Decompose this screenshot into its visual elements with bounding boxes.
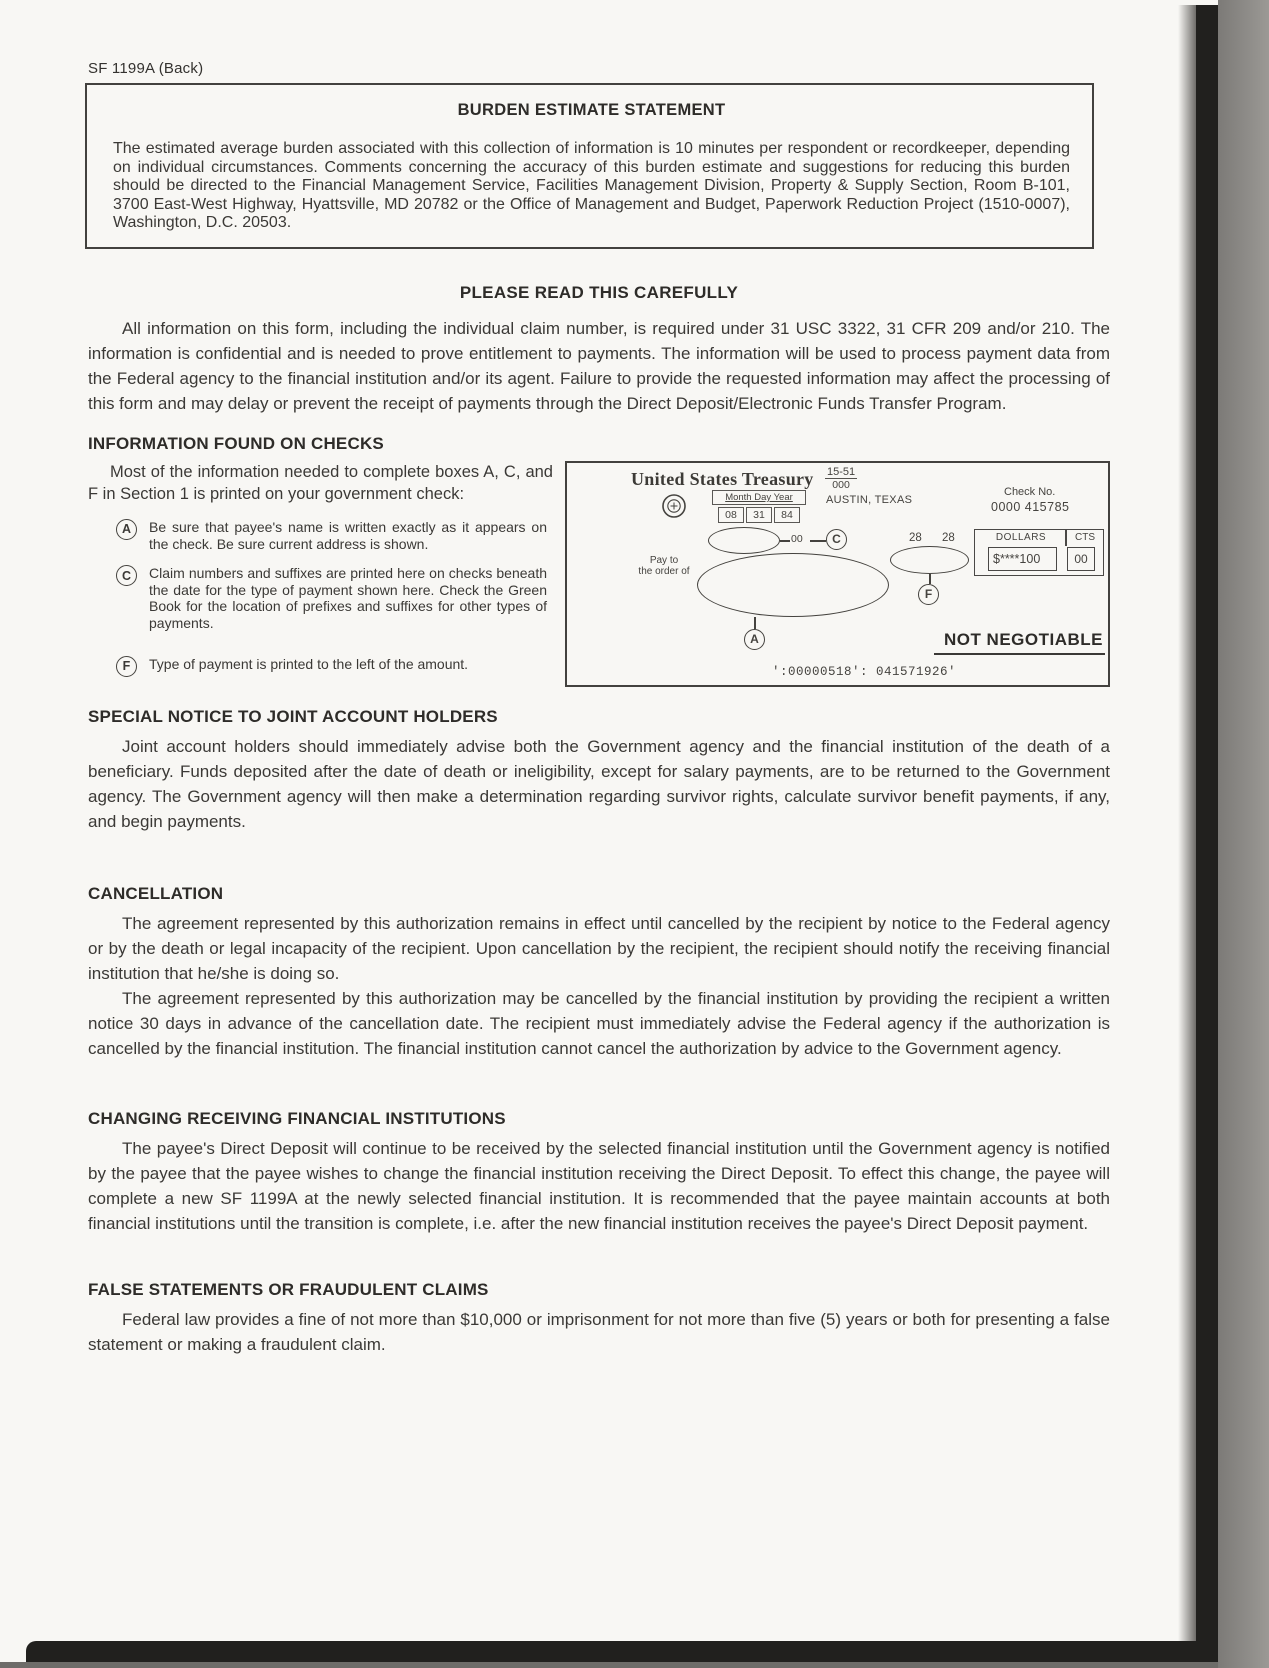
sample-check-illustration: [565, 461, 1110, 687]
read-carefully-heading: PLEASE READ THIS CAREFULLY: [459, 282, 739, 302]
check-amount-box: [974, 529, 1104, 576]
changing-institutions-paragraph: The payee's Direct Deposit will continue to be received by the selected financial institution until the Government agency is notified by the payee that the payee wishes to change the financial institution receiving the Direct Deposit. To effect this change, the payee will complete a new SF 1199A at the newly selected financial institution. It is recommended that the payee maintain accounts at both financial institutions until the transition is complete, i.e. after the new financial institution receives the payee's Direct Deposit payment.: [88, 1138, 1110, 1233]
check-item-f: [88, 656, 553, 677]
check-date-month: 08: [718, 507, 744, 523]
check-payer-name: United States Treasury: [631, 468, 814, 489]
callout-c-connector-left: [780, 540, 790, 542]
micr-line: ':00000518': 041571926': [772, 664, 957, 679]
scan-edge-bottom-dark: [26, 1641, 1218, 1662]
burden-estimate-box: [85, 83, 1094, 249]
pay-to-line2: the order of: [638, 566, 690, 578]
checks-info-heading: INFORMATION FOUND ON CHECKS: [88, 433, 384, 453]
check-item-a-text: Be sure that payee's name is written exactly as it appears on the check. Be sure current address is shown.: [149, 518, 547, 552]
scan-edge-right-outer: [1218, 0, 1269, 1668]
checks-info-left-column: [88, 461, 553, 677]
circled-letter-c: C: [116, 565, 137, 586]
callout-f-connector: [929, 574, 931, 584]
burden-estimate-title: BURDEN ESTIMATE STATEMENT: [457, 101, 726, 119]
false-claims-heading: FALSE STATEMENTS OR FRAUDULENT CLAIMS: [88, 1279, 489, 1299]
check-item-a: [88, 519, 553, 552]
joint-holders-paragraph: Joint account holders should immediately advise both the Government agency and the financial institution of the death of a beneficiary. Funds deposited after the date of death or ineligibility, except for salary payments, are to be returned to the Government agency. The Government agency will then make a determination regarding survivor rights, calculate survivor benefit payments, if any, and begin payments.: [88, 736, 1110, 831]
form-number-label: SF 1199A (Back): [88, 60, 204, 77]
checks-info-intro: Most of the information needed to complete boxes A, C, and F in Section 1 is printed on your government check:: [88, 462, 553, 503]
joint-holders-heading: SPECIAL NOTICE TO JOINT ACCOUNT HOLDERS: [88, 706, 498, 726]
amount-cents-value: 00: [1067, 547, 1095, 571]
routing-fraction-bottom: 000: [832, 478, 850, 491]
check-routing-fraction: [825, 466, 857, 491]
treasury-seal-icon: [661, 493, 687, 524]
scan-edge-right-gradient: [1178, 5, 1196, 1660]
check-date-header: Month Day Year: [712, 490, 806, 505]
circled-letter-f: F: [116, 656, 137, 677]
check-date-group: [712, 490, 806, 523]
callout-a-circle: A: [744, 629, 765, 650]
check-small-number-right: 28: [942, 531, 955, 544]
check-date-cells: [712, 507, 806, 523]
callout-c-connector-right: [810, 540, 826, 542]
dollars-column-label: DOLLARS: [995, 531, 1047, 543]
false-claims-paragraph: Federal law provides a fine of not more than $10,000 or imprisonment for not more than five (5) years or both for presenting a false statement or making a fraudulent claim.: [88, 1309, 1110, 1354]
cancellation-paragraph-1: The agreement represented by this authorization remains in effect until cancelled by the recipient by notice to the Federal agency or by the death or legal incapacity of the recipient. Upon cancellation by the recipient, the recipient should notify the receiving financial institution that he/she is doing so.: [88, 913, 1110, 983]
pay-to-label: [631, 555, 697, 578]
cents-column-label: CTS: [1075, 531, 1095, 543]
amount-box-divider: [1065, 530, 1067, 546]
check-number-label: Check No.: [1004, 485, 1056, 498]
routing-fraction-top: 15-51: [827, 465, 856, 478]
check-number-value: 0000 415785: [991, 499, 1070, 514]
read-carefully-paragraph: All information on this form, including the individual claim number, is required under 31 USC 3322, 31 CFR 209 and/or 210. The information is confidential and is needed to prove entitlement to payments. The information will be used to process payment data from the Federal agency to the financial institution and/or its agent. Failure to provide the requested information may affect the processing of this form and may delay or prevent the receipt of payments through the Direct Deposit/Electronic Funds Transfer Program.: [88, 318, 1110, 413]
cancellation-paragraph-2: The agreement represented by this authorization may be cancelled by the financial institution by providing the recipient a written notice 30 days in advance of the cancellation date. The recipient must immediately advise the Federal agency if the authorization is cancelled by the financial institution. The financial institution cannot cancel the authorization by advice to the Government agency.: [88, 988, 1110, 1058]
cancellation-heading: CANCELLATION: [88, 883, 224, 903]
callout-a-connector: [754, 617, 756, 629]
callout-c-circle: C: [826, 529, 847, 550]
check-date-year: 84: [774, 507, 800, 523]
check-city: AUSTIN, TEXAS: [826, 493, 913, 506]
check-item-c: [88, 565, 553, 631]
checks-info-section: [88, 461, 1110, 687]
redacted-payment-type-oval: [890, 546, 969, 574]
check-date-day: 31: [746, 507, 772, 523]
scan-edge-right-dark: [1196, 5, 1218, 1662]
circled-letter-a: A: [116, 519, 137, 540]
form-back-content: [88, 60, 1110, 1357]
check-small-number-left: 28: [909, 531, 922, 544]
pay-to-line1: Pay to: [649, 554, 679, 566]
scan-edge-bottom-gradient: [0, 1662, 1218, 1668]
check-item-f-text: Type of payment is printed to the left of the amount.: [149, 655, 469, 672]
amount-dollars-value: $****100: [988, 547, 1057, 571]
claim-suffix-value: 00: [791, 532, 803, 545]
changing-institutions-heading: CHANGING RECEIVING FINANCIAL INSTITUTIONS: [88, 1108, 506, 1128]
callout-f-circle: F: [918, 584, 939, 605]
not-negotiable-text: NOT NEGOTIABLE: [934, 630, 1105, 655]
redacted-payee-oval: [697, 553, 889, 617]
burden-estimate-body: The estimated average burden associated with this collection of information is 10 minutes per respondent or recordkeeper, depending on individual circumstances. Comments concerning the accuracy of this burden estimate and suggestions for reducing this burden should be directed to the Financial Management Service, Facilities Management Division, Property & Supply Section, Room B-101, 3700 East-West Highway, Hyattsville, MD 20782 or the Office of Management and Budget, Paperwork Reduction Project (1510-0007), Washington, D.C. 20503.: [113, 140, 1070, 232]
check-item-c-text: Claim numbers and suffixes are printed here on checks beneath the date for the type of payment shown here. Check the Green Book for the location of prefixes and suffixes for other types of payments.: [149, 565, 547, 631]
redacted-claim-oval: [708, 527, 780, 554]
